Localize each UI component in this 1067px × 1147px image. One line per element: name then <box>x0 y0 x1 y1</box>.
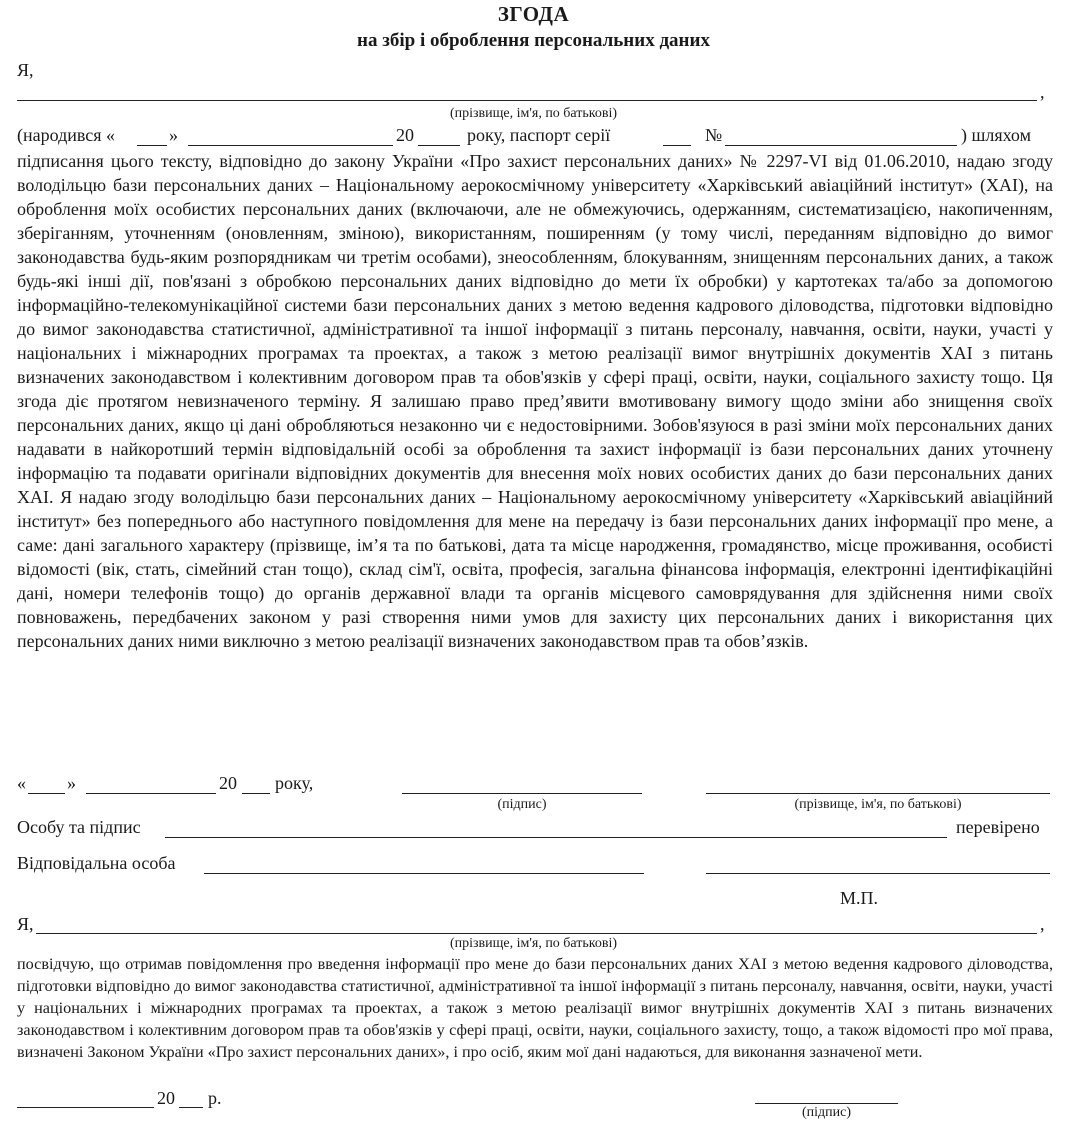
responsible-name-field[interactable] <box>204 873 644 874</box>
responsible-label: Відповідальна особа <box>17 853 176 873</box>
document-title: ЗГОДА <box>497 2 570 26</box>
birth-century: 20 <box>396 125 414 145</box>
date-day-field[interactable] <box>28 793 65 794</box>
name-comma: , <box>1040 82 1045 102</box>
name-field-line-2[interactable] <box>36 933 1037 934</box>
i-label: Я, <box>17 60 34 80</box>
final-date-field[interactable] <box>17 1107 154 1108</box>
birth-day-field[interactable] <box>137 145 167 146</box>
fio-caption: (прізвище, ім'я, по батькові) <box>794 797 962 812</box>
final-year-abbr: р. <box>208 1088 222 1108</box>
name-caption: (прізвище, ім'я, по батькові) <box>449 106 618 121</box>
passport-number-field[interactable] <box>725 145 957 146</box>
date-year-word: року, <box>275 773 314 793</box>
name-comma-2: , <box>1040 914 1045 934</box>
notice-text: посвідчую, що отримав повідомлення про введення інформації про мене до бази персональних даних ХАІ з метою ведення кадрового діловодства, підготовки відповідно до вимог законодавства статистичної, адміністративної та іншої інформації з питань персоналу, навчання, освіти, науки, участі у національних і міжнародних програмах та проектах, а також з метою реалізації вимог внутрішніх документів ХАІ з питань визначених законодавством і колективним договором прав та обов'язків у сфері праці, освіти, науки, соціального захисту, тощо, а також відомості про мої права, визначені Законом України «Про захист персональних даних», і про осіб, яким мої дані надаються, для виконання зазначеної мети. <box>17 955 1053 1061</box>
responsible-signature-field[interactable] <box>706 873 1050 874</box>
passport-number-sign: № <box>705 125 723 145</box>
final-signature-caption: (підпис) <box>801 1105 852 1120</box>
date-month-field[interactable] <box>86 793 216 794</box>
signature-caption: (підпис) <box>497 797 547 812</box>
i-label-2: Я, <box>17 914 34 934</box>
date-century: 20 <box>219 773 237 793</box>
document-subtitle: на збір і оброблення персональних даних <box>357 30 710 51</box>
date-year-field[interactable] <box>242 793 270 794</box>
signature-field[interactable] <box>402 793 642 794</box>
birth-month-field[interactable] <box>188 145 393 146</box>
birth-end: ) шляхом <box>961 125 1031 145</box>
consent-text: підписання цього тексту, відповідно до закону України «Про захист персональних даних» № 2297-VI від 01.06.2010, надаю згоду володільцю бази персональних даних – Національному аерокосмічному університету «Харківський авіаційний інститут» (ХАІ), на оброблення моїх особистих персональних даних (включаючи, але не обмежуючись, одержанням, систематизацією, накопиченням, зберіганням, уточненням (оновленням, зміною), використанням, поширенням (у тому числі, переданням відповідно до вимог законодавства будь-яким розпорядникам чи третім особами), знеособленням, блокуванням, знищенням персональних даних, а також будь-які інші дії, пов'язані з обробкою персональних даних відповідно до мети їх обробки) у картотеках та/або за допомогою інформаційно-телекомунікаційної системи бази персональних даних з метою ведення кадрового діловодства, підготовки відповідно до вимог законодавства статистичної, адміністративної та іншої інформації з питань персоналу, навчання, освіти, науки, участі у національних і міжнародних програмах та проектах, а також з метою реалізації вимог внутрішніх документів ХАІ з питань визначених законодавством і колективним договором прав та обов'язків у сфері праці, освіти, науки, соціального захисту тощо. Ця згода діє протягом невизначеного терміну. Я залишаю право пред’явити вмотивовану вимогу щодо зміни або знищення своїх персональних даних, якщо ці дані обробляються незаконно чи є недостовірними. Зобов'язуюся в разі зміни моїх персональних даних надавати в найкоротший термін відповідальній особі за оброблення та захист інформації із бази персональних даних уточнену інформацію та подавати оригінали відповідних документів для внесення моїх нових особистих даних до бази персональних даних ХАІ. Я надаю згоду володільцю бази персональних даних – Національному аерокосмічному університету «Харківський авіаційний інститут» без попереднього або наступного повідомлення для мене на передачу із бази персональних даних інформації про мене, а саме: дані загального характеру (прізвище, ім’я та по батькові, дата та місце народження, громадянство, місце проживання, особисті відомості (вік, стать, сімейний стан тощо), склад сім'ї, освіта, професія, загальна фінансова інформація, електронні ідентифікаційні дані, номери телефонів тощо) до органів державної влади та органів місцевого самоврядування для здійснення ними своїх повноважень, передбачених законом у разі створення ними умов для захисту цих персональних даних і використання цих персональних даних ними виключно з метою реалізації визначених законодавством прав та обов’язків. <box>17 151 1053 651</box>
check-label: Особу та підпис <box>17 817 141 837</box>
final-year-field[interactable] <box>179 1107 203 1108</box>
final-century: 20 <box>157 1088 175 1108</box>
fio-field[interactable] <box>706 793 1050 794</box>
birth-year-field[interactable] <box>418 145 460 146</box>
check-field[interactable] <box>165 837 947 838</box>
birth-year-word: року, паспорт серії <box>467 125 611 145</box>
checked-word: перевірено <box>956 817 1040 837</box>
name-caption-2: (прізвище, ім'я, по батькові) <box>449 936 618 951</box>
final-signature-field[interactable] <box>755 1103 898 1104</box>
passport-series-field[interactable] <box>663 145 691 146</box>
name-field-line[interactable] <box>17 100 1037 101</box>
stamp-label: М.П. <box>840 888 879 908</box>
birth-open: (народився « <box>17 125 116 145</box>
date-close-quote: » <box>67 773 76 793</box>
date-open-quote: « <box>17 773 26 793</box>
birth-close-quote: » <box>169 125 178 145</box>
